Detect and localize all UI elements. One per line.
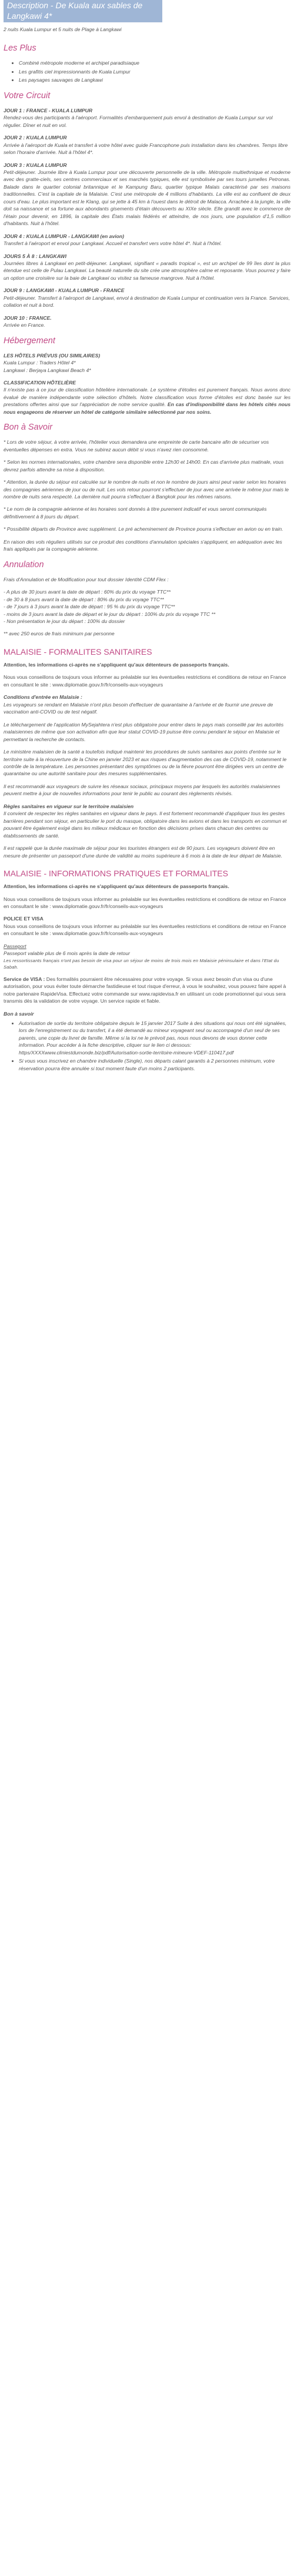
day-text: Arrivée à l'aéroport de Kuala et transfert à votre hôtel avec guide Francophone puis installation dans les chambres. Temps libre selon l'horaire d'arrivée. Nuit à l'hôtel 4*. [4,142,288,156]
police-block [4,915,290,937]
note-paragraph: * Selon les normes internationales, votre chambre sera disponible entre 12h30 et 14h00. En cas d'arrivée plus matinale, vous devrez parfois attendre sa mise à disposition. [4,459,284,473]
day-title: JOUR 3 : KUALA LUMPUR [4,162,67,168]
plus-list [4,59,290,83]
list-item: • Autorisation de sortie du territoire obligatoire depuis le 15 janvier 2017 Suite à des situations qui nous ont été signalées, lors de l'enregistrement ou du transfert, il a été demandé au mineur voyageant seul ou accompagné d'un seul de ses parents, une copie du livret de famille. Même si la loi ne le prévoit pas, nous nous devons de vous donner cette information. Pour accéder à la fiche descriptive, cliquer sur le lien ci dessous: https/XXXXwww.cliniestdumonde.biz/pdf/Autorisation-sortie-territoire-mineure-VDEF-110417.pdf [19,1020,290,1056]
page-title: Description - De Kuala aux sables de Langkawi 4* [4,0,162,22]
classification-text: Il n'existe pas à ce jour de classification hôtelière internationale. Le système d'étoiles est purement français. Nous avons donc évalué de manière indépendante votre sélection d'hôtels. Notre classification vous forme d'étoiles est donc basée sur les prestations offertes ainsi que sur l'appréciation de notre service qualité. [4,387,290,408]
day-title: JOURS 5 À 8 : LANGKAWI [4,253,66,259]
classification-title: CLASSIFICATION HÔTELIÈRE [4,380,76,386]
list-item: • Les paysages sauvages de Langkawi [19,76,290,83]
annulation-intro: Frais d'Annulation et de Modification pour tout dossier Identité CDM Flex : [4,576,169,582]
day-text: Journées libres à Langkawi en petit-déjeuner. Langkawi, signifiant « paradis tropical », est un archipel de 99 îles dont la plus étendue est celle de Pulau Langkawi. La beauté naturelle du site crée une atmosphère calme et reposante. Vous pourrez y faire un option une croisière sur la baie de Langkawi ou visitez sa fameuse mangrove. Nuit à l'hôtel. [4,260,290,281]
rules-block [4,803,290,839]
annulation-line: - de 7 jours à 3 jours avant la date de départ : 95 % du prix du voyage TTC** [4,604,175,610]
visa-block [4,976,290,1005]
passport-title: Passeport [4,943,26,949]
day-title: JOUR 4 : KUALA LUMPUR - LANGKAWI (en avion) [4,233,124,239]
day-block [4,233,290,247]
list-item: • Si vous vous inscrivez en chambre individuelle (Single), nos départs calant garantis à 2 personnes minimum, votre réservation pourra être annulée si tout moment faute d'un moins 2 participants. [19,1057,290,1072]
day-text: Transfert à l'aéroport et envol pour Langkawi. Accueil et transfert vers votre hôtel 4*. Nuit à l'hôtel. [4,240,222,247]
annulation-line: - de 30 à 8 jours avant la date de départ : 80% du prix du voyage TTC** [4,596,164,602]
day-block [4,162,290,227]
info-paragraph: Nous vous conseillons de toujours vous informer au préalable sur les éventuelles restrictions et conditions de retour en France en consultant le site : www.diplomatie.gouv.fr/fr/conseils-aux-voyageurs [4,674,286,688]
passport-small: Les ressortissants français n'ont pas besoin de visa pour un séjour de moins de trois mois en Malaisie péninsulaire et dans l'Etat du Sabah. [4,957,279,970]
rule-text: Il convient de respecter les règles sanitaires en vigueur dans le pays. Il est fortement recommandé d'appliquer tous les gestes barrières pendant son séjour, en particulier le port du masque, obligatoire dans les avions et dans les transports en commun et pouvant être également exigé dans les milieux médicaux en fonction des décisions prises dans chacun des centres ou établissements de santé. [4,810,287,839]
visa-label: Service de VISA : [4,976,45,982]
day-text: Arrivée en France. [4,322,45,329]
info-paragraph: Nous vous conseillons de toujours vous informer au préalable sur les éventuelles restrictions et conditions de retour en France en consultant le site : www.diplomatie.gouv.fr/fr/conseils-aux-voyageurs [4,896,286,909]
annulation-note: ** avec 250 euros de frais minimum par personne [4,631,115,637]
day-text: Rendez-vous des participants à l'aéroport. Formalités d'embarquement puis envol à destination de Kuala Lumpur sur vol régulier. Dîner et nuit en vol. [4,115,273,128]
list-item: • Les grafitis ciel impressionnants de Kuala Lumpur [19,68,290,75]
bon-list [4,1020,290,1072]
formalites-block [4,661,290,859]
page [0,0,294,1084]
list-item: • Combiné métropole moderne et archipel paradisiaque [19,59,290,66]
bon-title: Bon à savoir [4,1010,34,1017]
page-subtitle: 2 nuits Kuala Lumpur et 5 nuits de Plage à Langkawi [4,26,122,32]
condition-paragraph: Il est recommandé aux voyageurs de suivre les réseaux sociaux, principaux moyens par lesquels les autorités malaisiennes peuvent mettre à jour de nouvelles informations pour tenir le public au courant des règlements révisés. [4,783,280,797]
day-title: JOUR 1 : FRANCE - KUALA LUMPUR [4,107,93,113]
circuit-days [4,107,290,329]
section-heading-formalites-sanitaires: MALAISIE - FORMALITES SANITAIRES [4,646,152,656]
bon-savoir-notes [4,438,290,552]
classification-block [4,379,290,416]
section-heading-hebergement: Hébergement [4,336,55,346]
section-heading-plus: Les Plus [4,43,36,53]
section-heading-circuit: Votre Circuit [4,91,51,101]
annulation-line: - moins de 3 jours avant la date de départ et le jour du départ : 100% du prix du voyage TTC ** [4,611,216,617]
hotel-line: Langkawi : Berjaya Langkawi Beach 4* [4,367,91,373]
day-block [4,253,290,282]
condition-paragraph: Le téléchargement de l'application MySejahtera n'est plus obligatoire pour entrer dans le pays mais conseillé par les autorités malaisiennes de même que son activation afin que leur statut COVID-19 puisse être connu pendant le séjour en Malaisie et permettant la recherche de contacts. [4,721,284,742]
annulation-lines [4,588,290,625]
section-heading-bon-savoir: Bon à Savoir [4,423,53,433]
classification-bold: En cas d'indisponibilité dans les hôtels cités nous nous engageons de réserver un hôtel de catégorie similaire sélectionné par nos soins. [4,401,290,415]
day-title: JOUR 2 : KUALA LUMPUR [4,135,67,141]
note-paragraph: * Lors de votre séjour, à votre arrivée, l'hôtelier vous demandera une empreinte de carte bancaire afin de sécuriser vos éventuelles dépenses en extra. Vous ne subirez aucun débit si vous n'avez rien consommé. [4,439,269,453]
passport-block [4,943,290,970]
note-paragraph: * Possibilité départs de Province avec supplément. Le pré acheminement de Province pourra s'effectuer en avion ou en train. [4,526,283,532]
warning-text: Attention, les informations ci-après ne s'appliquent qu'aux détenteurs de passeports français. [4,883,229,890]
rules-title: Règles sanitaires en vigueur sur le territoire malaisien [4,803,134,809]
note-paragraph: * Attention, la durée du séjour est calculée sur le nombre de nuits et non le nombre de jours ainsi peut varier selon les horaires des compagnies aériennes de jour ou de nuit. Les vols retour pourront s'effectuer de jour avec une arrivée le même jour mais le nombre de nuits sera respecté. La dernière nuit pourra s'effectuer à Bangkok pour les mêmes raisons. [4,479,289,500]
day-title: JOUR 9 : LANGKAWI - KUALA LUMPUR - FRANCE [4,287,125,294]
rule-paragraph: Il est rappelé que la durée maximale de séjour pour les touristes étrangers est de 90 jours. Les voyageurs doivent être en mesure de présenter un passeport d'une durée de validité au moins supérieure à 6 mois à la date de leur départ de Malaisie. [4,845,283,859]
day-block [4,134,290,156]
note-paragraph: * Le nom de la compagnie aérienne et les horaires sont donnés à titre purement indicatif et vous seront communiqués définitivement à 8 jours du départ. [4,506,267,520]
hotels-title: LES HÔTELS PRÉVUS (OU SIMILAIRES) [4,352,101,359]
day-block [4,107,290,129]
day-text: Petit-déjeuner. Transfert à l'aéroport de Langkawi, envol à destination de Kuala Lumpur et continuation vers la France. Services, collation et nuit à bord. [4,294,290,309]
annulation-line: - A plus de 30 jours avant la date de départ : 60% du prix du voyage TTC** [4,589,171,595]
hotel-line: Kuala Lumpur : Traders Hôtel 4* [4,360,76,366]
section-heading-annulation: Annulation [4,560,44,570]
hotels-block [4,352,290,374]
conditions-block [4,694,290,715]
section-heading-infos-pratiques: MALAISIE - INFORMATIONS PRATIQUES ET FORMALITES [4,868,228,878]
police-title: POLICE ET VISA [4,916,44,922]
conditions-title: Conditions d'entrée en Malaisie : [4,694,82,701]
annulation-line: - Non présentation le jour du départ : 100% du dossier [4,618,125,624]
condition-paragraph: Le ministère malaisien de la santé a toutefois indiqué maintenir les procédures de suivis sanitaires aux points d'entrée sur le territoire suite à la réouverture de la Chine en janvier 2023 et aux risques d'augmentation des cas de COVID-19, notamment le contrôle de la température. Les personnes présentant des symptômes ou de la fièvre pourront être dirigées vers un centre de quarantaine ou une autorité sanitaire pour des mesures supplémentaires. [4,749,287,777]
visa-text: Des formalités pourraient être nécessaires pour votre voyage. Si vous avez besoin d'un visa ou d'une autorisation, pour vous éviter toute démarche fastidieuse et tout risque d'erreur, à vous le souhaitez, vous pouvez faire appel à notre partenaire RapideVisa. Effectuez votre commande sur www.rapidevisa.fr en utilisant un code promotionnel qui vous sera transmis dès la validation de votre voyage. Un service rapide et fiable. [4,976,286,1004]
annulation-block [4,576,290,638]
day-title: JOUR 10 : FRANCE. [4,314,52,321]
condition-text: Les voyageurs se rendant en Malaisie n'ont plus besoin d'effectuer de quarantaine à l'arrivée et de fournir une preuve de vaccination anti-COVID ou de test négatif. [4,701,273,715]
day-block [4,314,290,329]
day-text: Petit-déjeuner. Journée libre à Kuala Lumpur pour une découverte personnelle de la ville. Métropole multiethnique et moderne avec des gratte-ciels, ses centres commerciaux et ses marchés typiques, elle est symbolisée par ses tours jumelles Petronas. Balade dans le quartier colonial britannique et le Kampung Baru, quartier typique Malais caractérisé par ses maisons traditionnelles. C'est la capitale de la Malaisie. C'est une métropole de 4 millions d'habitants. La ville est au confluent de deux cours d'eau. Le plus important est le Klang, qui se jette à 45 km à l'ouest dans le détroit de Malacca. Arrachée à la jungle, la ville doit sa naissance et sa fortune aux abondants gisements d'étain découverts au XIXe siècle. Elle grandit avec le commerce de l'étain pour devenir, en 1896, la capitale des États malais fédérés et atteindre, de nos jours, une population d'1,5 million d'habitants. Nuit à l'hôtel. [4,169,290,227]
warning-text: Attention, les informations ci-après ne s'appliquent qu'aux détenteurs de passeports français. [4,662,229,668]
police-text: Nous vous conseillons de toujours vous informer au préalable sur les éventuelles restrictions et conditions de retour en France en consultant le site : www.diplomatie.gouv.fr/fr/conseils-aux-voyageurs [4,923,286,937]
note-paragraph: En raison des vols réguliers utilisés sur ce produit des conditions d'annulation spéciales s'appliquent, en adéquation avec les frais appliqués par la compagnie aérienne. [4,538,282,552]
passport-text: Passeport valable plus de 6 mois après la date de retour [4,950,130,957]
day-block [4,287,290,309]
infos-block [4,883,290,1072]
